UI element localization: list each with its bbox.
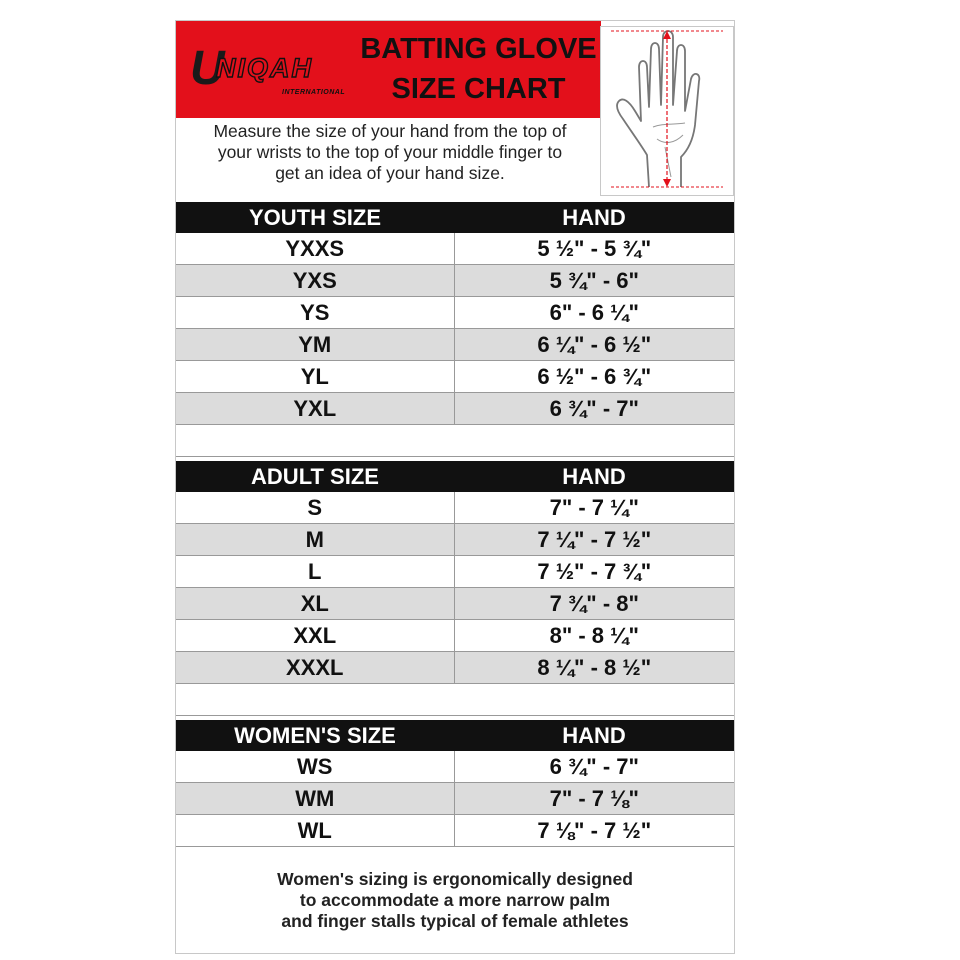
adult-table-header: [176, 461, 734, 492]
size-cell: YXS: [176, 265, 455, 296]
hand-cell: 7 ⅛" - 7 ½": [537, 817, 652, 843]
title-line-1: BATTING GLOVE: [360, 33, 597, 65]
instruction-line: get an idea of your hand size.: [275, 163, 505, 183]
youth-hand-column-header: HAND: [562, 204, 626, 230]
table-spacer: [176, 684, 734, 716]
table-row: [176, 492, 734, 524]
size-cell: S: [176, 492, 455, 523]
table-row: [176, 329, 734, 361]
hand-cell: 6 ¾" - 7": [549, 753, 639, 779]
size-cell: WL: [176, 815, 455, 846]
hand-cell: 8 ¼" - 8 ½": [537, 654, 652, 680]
hand-cell: 5 ½" - 5 ¾": [537, 235, 652, 261]
size-cell: YS: [176, 297, 455, 328]
size-cell: XXL: [176, 620, 455, 651]
table-row: [176, 233, 734, 265]
youth-size-column-header: YOUTH SIZE: [248, 204, 381, 230]
hand-cell: 7" - 7 ⅛": [549, 785, 639, 811]
table-row: [176, 524, 734, 556]
hand-cell: 7" - 7 ¼": [549, 494, 639, 520]
page-title: [356, 29, 601, 109]
size-cell: YXXS: [176, 233, 455, 264]
size-chart-card: [175, 20, 735, 954]
table-row: [176, 815, 734, 847]
womens-sizing-note: [176, 869, 734, 932]
brand-logo: [190, 42, 360, 97]
adult-hand-column-header: HAND: [562, 463, 626, 489]
hand-cell: 5 ¾" - 6": [549, 267, 639, 293]
women-hand-column-header: HAND: [562, 722, 626, 748]
size-cell: L: [176, 556, 455, 587]
table-row: [176, 393, 734, 425]
size-cell: YL: [176, 361, 455, 392]
size-cell: XXXL: [176, 652, 455, 683]
size-cell: WM: [176, 783, 455, 814]
instruction-line: your wrists to the top of your middle finger to: [217, 142, 563, 162]
women-table-header: [176, 720, 734, 751]
hand-icon: [601, 27, 733, 195]
title-line-2: SIZE CHART: [391, 73, 566, 105]
table-row: [176, 297, 734, 329]
hand-measure-illustration: [600, 26, 734, 196]
adult-size-column-header: ADULT SIZE: [251, 463, 379, 489]
hand-cell: 8" - 8 ¼": [549, 622, 639, 648]
hand-cell: 6 ¾" - 7": [549, 395, 639, 421]
table-row: [176, 265, 734, 297]
size-cell: YXL: [176, 393, 455, 424]
note-line: Women's sizing is ergonomically designed: [277, 869, 633, 889]
hand-cell: 7 ½" - 7 ¾": [537, 558, 652, 584]
header-banner: [176, 21, 601, 118]
size-cell: WS: [176, 751, 455, 782]
size-cell: YM: [176, 329, 455, 360]
table-spacer: [176, 425, 734, 457]
logo-subtitle: INTERNATIONAL: [282, 89, 346, 96]
hand-cell: 7 ¼" - 7 ½": [537, 526, 652, 552]
table-row: [176, 556, 734, 588]
logo-letter: U: [190, 42, 223, 95]
logo-name: NIQAH: [216, 53, 313, 83]
note-line: to accommodate a more narrow palm: [299, 890, 611, 910]
table-row: [176, 620, 734, 652]
women-size-column-header: WOMEN'S SIZE: [234, 722, 396, 748]
table-row: [176, 361, 734, 393]
hand-cell: 6" - 6 ¼": [549, 299, 639, 325]
measure-instructions: [176, 121, 604, 184]
hand-cell: 6 ½" - 6 ¾": [537, 363, 652, 389]
size-cell: XL: [176, 588, 455, 619]
instruction-line: Measure the size of your hand from the top of: [213, 121, 567, 141]
table-row: [176, 652, 734, 684]
table-row: [176, 588, 734, 620]
note-line: and finger stalls typical of female athletes: [281, 911, 629, 931]
hand-cell: 6 ¼" - 6 ½": [537, 331, 652, 357]
youth-table-header: [176, 202, 734, 233]
size-cell: M: [176, 524, 455, 555]
table-row: [176, 783, 734, 815]
table-row: [176, 751, 734, 783]
hand-cell: 7 ¾" - 8": [549, 590, 639, 616]
